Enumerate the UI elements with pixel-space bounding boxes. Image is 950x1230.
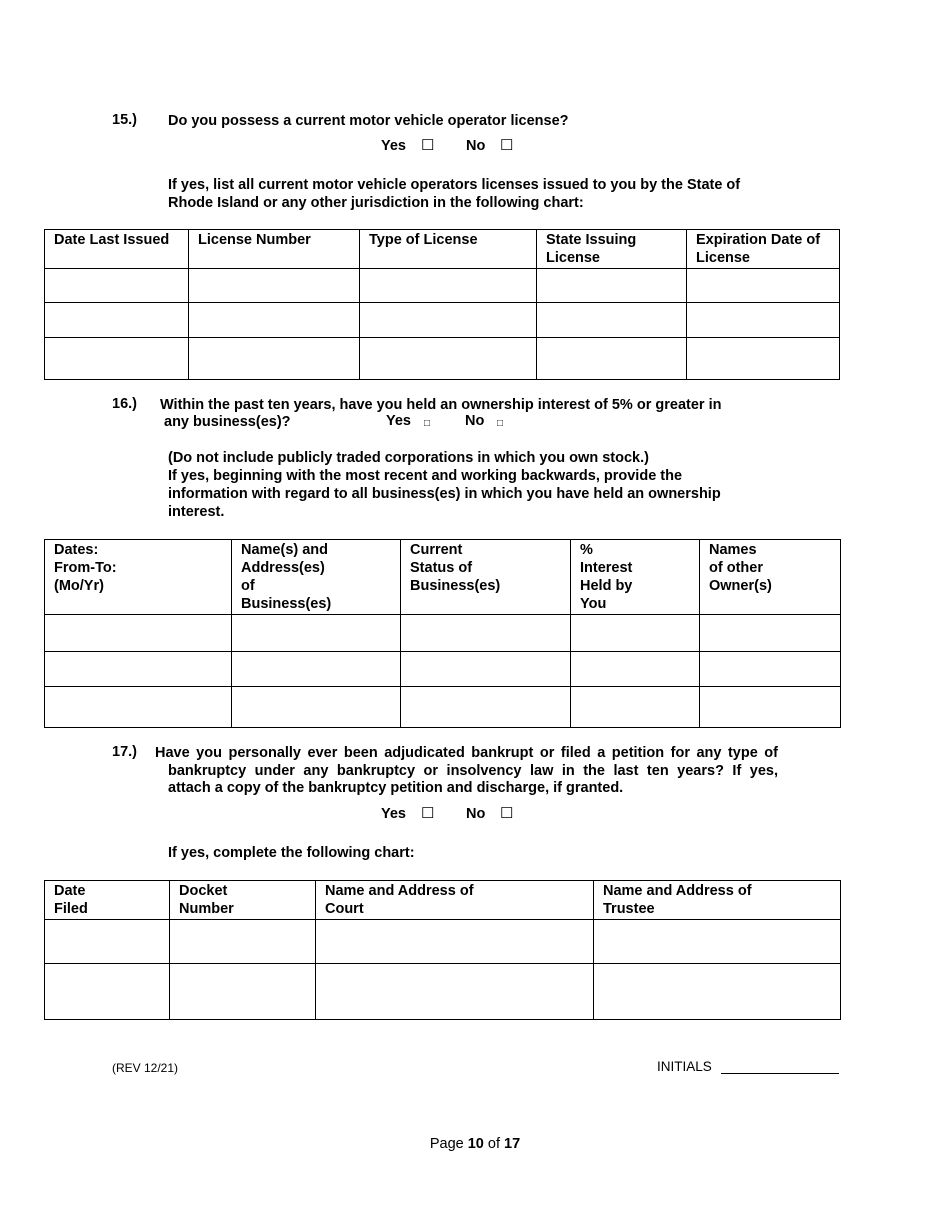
table-cell[interactable] — [232, 615, 401, 652]
table-cell[interactable] — [360, 303, 537, 338]
bankruptcy-header-trustee — [594, 881, 841, 920]
header-line: Interest — [580, 560, 633, 576]
q16-note: (Do not include publicly traded corporations in which you own stock.) — [168, 450, 649, 466]
table-row — [45, 615, 841, 652]
license-header-type-of-license: Type of License — [360, 230, 537, 269]
table-cell[interactable] — [537, 338, 687, 380]
header-line: Dates: — [54, 542, 99, 558]
q16-no-label: No — [465, 413, 485, 429]
table-cell[interactable] — [316, 920, 594, 964]
q16-instruction-line1: If yes, beginning with the most recent and working backwards, provide the — [168, 468, 683, 484]
header-line: You — [580, 596, 607, 612]
business-table — [44, 539, 841, 728]
revision-label: (REV 12/21) — [112, 1061, 179, 1075]
page-of: of — [487, 1136, 500, 1152]
table-cell[interactable] — [700, 615, 841, 652]
q17-question-line3: attach a copy of the bankruptcy petition and discharge, if granted. — [168, 780, 624, 796]
header-line: Address(es) — [241, 560, 325, 576]
header-line: Name(s) and — [241, 542, 329, 558]
header-line: Docket — [179, 883, 228, 899]
header-line: Court — [325, 901, 364, 917]
header-line: Trustee — [603, 901, 655, 917]
q15-question: Do you possess a current motor vehicle operator license? — [168, 113, 569, 129]
bankruptcy-header-docket-number — [170, 881, 316, 920]
business-table-header-row — [45, 540, 841, 615]
table-cell[interactable] — [232, 687, 401, 728]
q15-instruction-line1: If yes, list all current motor vehicle operators licenses issued to you by the State of — [168, 177, 741, 193]
page-total: 17 — [504, 1136, 521, 1152]
business-header-percent-interest — [571, 540, 700, 615]
table-cell[interactable] — [687, 303, 840, 338]
table-cell[interactable] — [401, 615, 571, 652]
header-line: Business(es) — [410, 578, 501, 594]
q15-no-checkbox[interactable]: ☐ — [500, 137, 514, 154]
q15-yes-checkbox[interactable]: ☐ — [421, 137, 435, 154]
table-cell[interactable] — [45, 303, 189, 338]
table-cell[interactable] — [401, 652, 571, 687]
q16-number: 16.) — [112, 396, 137, 412]
table-row — [45, 964, 841, 1020]
q17-no-label: No — [466, 806, 486, 822]
header-line: Status of — [410, 560, 473, 576]
table-cell[interactable] — [189, 338, 360, 380]
page-word: Page — [429, 1136, 464, 1152]
business-header-current-status — [401, 540, 571, 615]
header-line: of — [241, 578, 255, 594]
bankruptcy-header-date-filed — [45, 881, 170, 920]
table-cell[interactable] — [45, 687, 232, 728]
table-cell[interactable] — [571, 652, 700, 687]
license-header-state-issuing: State Issuing License — [537, 230, 687, 269]
table-cell[interactable] — [45, 269, 189, 303]
q17-no-checkbox[interactable]: ☐ — [500, 805, 514, 822]
table-cell[interactable] — [571, 687, 700, 728]
q17-instruction: If yes, complete the following chart: — [168, 845, 415, 861]
q17-question-line2: bankruptcy under any bankruptcy or insolvency law in the last ten years? If yes, — [168, 763, 778, 779]
page-number — [0, 1136, 950, 1152]
table-cell[interactable] — [360, 269, 537, 303]
license-header-license-number: License Number — [189, 230, 360, 269]
q15-no-label: No — [466, 138, 486, 154]
initials-line[interactable] — [721, 1073, 839, 1074]
q17-yes-label: Yes — [381, 806, 406, 822]
q17-question-line1: Have you personally ever been adjudicated bankrupt or filed a petition for any type of — [155, 745, 778, 761]
q17-number: 17.) — [112, 744, 137, 760]
table-cell[interactable] — [537, 303, 687, 338]
business-header-names-addresses — [232, 540, 401, 615]
table-cell[interactable] — [401, 687, 571, 728]
table-row — [45, 687, 841, 728]
business-header-other-owners — [700, 540, 841, 615]
table-cell[interactable] — [537, 269, 687, 303]
table-cell[interactable] — [687, 269, 840, 303]
table-cell[interactable] — [189, 303, 360, 338]
header-line: Name and Address of — [325, 883, 474, 899]
table-cell[interactable] — [45, 652, 232, 687]
table-cell[interactable] — [316, 964, 594, 1020]
q16-instruction-line3: interest. — [168, 504, 225, 520]
header-line: Owner(s) — [709, 578, 772, 594]
table-cell[interactable] — [687, 338, 840, 380]
table-cell[interactable] — [594, 964, 841, 1020]
license-header-expiration-date: Expiration Date of License — [687, 230, 840, 269]
header-line: Filed — [54, 901, 88, 917]
q16-yes-label: Yes — [386, 413, 411, 429]
table-cell[interactable] — [170, 964, 316, 1020]
table-cell[interactable] — [45, 964, 170, 1020]
table-row — [45, 920, 841, 964]
table-cell[interactable] — [700, 652, 841, 687]
table-row — [45, 338, 840, 380]
table-cell[interactable] — [700, 687, 841, 728]
table-cell[interactable] — [170, 920, 316, 964]
table-cell[interactable] — [45, 338, 189, 380]
q16-instruction-line2: information with regard to all business(es) in which you have held an ownership — [168, 486, 721, 502]
header-line: Name and Address of — [603, 883, 752, 899]
header-line: Date — [54, 883, 86, 899]
table-cell[interactable] — [571, 615, 700, 652]
license-header-date-last-issued: Date Last Issued — [45, 230, 189, 269]
table-cell[interactable] — [232, 652, 401, 687]
header-line: % — [580, 542, 593, 558]
table-row — [45, 269, 840, 303]
header-line: Held by — [580, 578, 633, 594]
header-line: Current — [410, 542, 463, 558]
table-cell[interactable] — [360, 338, 537, 380]
table-cell[interactable] — [189, 269, 360, 303]
q17-yes-checkbox[interactable]: ☐ — [421, 805, 435, 822]
q16-no-checkbox[interactable]: □ — [497, 418, 504, 429]
header-line: From-To: — [54, 560, 117, 576]
bankruptcy-table — [44, 880, 841, 1020]
q15-number: 15.) — [112, 112, 137, 128]
bankruptcy-header-court — [316, 881, 594, 920]
table-row — [45, 303, 840, 338]
header-line: Number — [179, 901, 234, 917]
page-current: 10 — [467, 1136, 484, 1152]
q15-instruction-line2: Rhode Island or any other jurisdiction in the following chart: — [168, 195, 584, 211]
q16-question-line1: Within the past ten years, have you held an ownership interest of 5% or greater in — [160, 397, 722, 413]
header-line: (Mo/Yr) — [54, 578, 104, 594]
header-line: Business(es) — [241, 596, 332, 612]
table-cell[interactable] — [594, 920, 841, 964]
license-table-header-row — [45, 230, 840, 269]
bankruptcy-table-header-row — [45, 881, 841, 920]
q16-yes-checkbox[interactable]: □ — [424, 418, 431, 429]
initials-label: INITIALS — [657, 1059, 712, 1074]
license-table — [44, 229, 840, 380]
q16-question-line2: any business(es)? — [164, 414, 291, 430]
table-cell[interactable] — [45, 920, 170, 964]
header-line: Names — [709, 542, 757, 558]
q15-yes-label: Yes — [381, 138, 406, 154]
business-header-dates — [45, 540, 232, 615]
header-line: of other — [709, 560, 763, 576]
table-row — [45, 652, 841, 687]
table-cell[interactable] — [45, 615, 232, 652]
